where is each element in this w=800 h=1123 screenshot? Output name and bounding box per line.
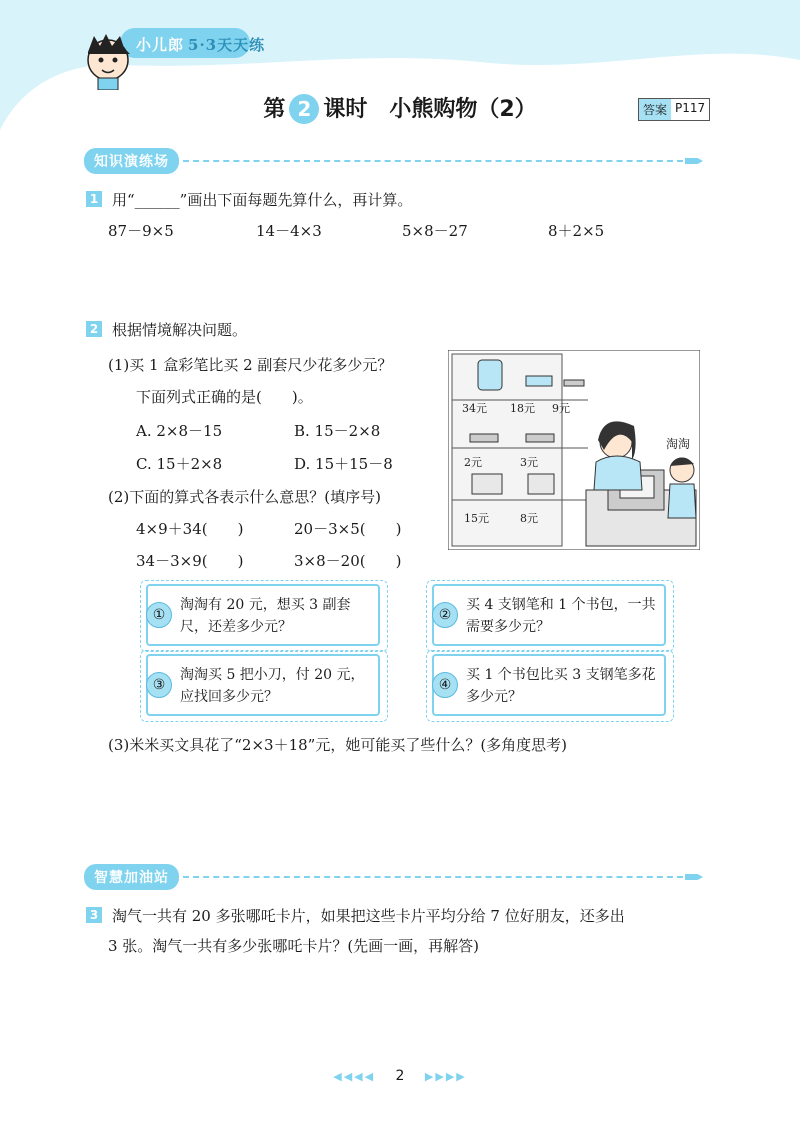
question-text-line2: 3 张。淘气一共有多少张哪吒卡片？(先画一画，再解答) [108,937,480,955]
option-box-3 [146,654,380,716]
answer-page: P117 [675,101,706,115]
expression-1: 87－9×5 [108,222,174,240]
series-name: 5·3天天练 [188,36,266,54]
section-banner-practice [84,148,703,174]
expression-3: 5×8－27 [402,222,468,240]
section-label: 智慧加油站 [84,864,179,890]
box-number: ① [146,602,172,628]
part2-expression-a: 4×9＋34( ) [136,520,244,538]
question-text: 用“______”画出下面每题先算什么，再计算。 [112,191,413,209]
title-suffix: 课时 小熊购物（2） [323,97,537,122]
box-text: 淘淘买 5 把小刀，付 20 元，应找回多少元？ [180,667,365,705]
section-label: 知识演练场 [84,148,179,174]
question-number: 1 [86,191,102,207]
page-number: 2 [395,1068,405,1084]
question-number: 3 [86,907,102,923]
price-label-18: 18元 [510,402,535,415]
box-text: 买 4 支钢笔和 1 个书包，一共需要多少元？ [466,597,656,635]
price-label-3: 3元 [520,456,538,469]
part1-prompt: 下面列式正确的是( )。 [136,388,313,406]
brand-title [136,34,265,55]
section-banner-challenge [84,864,703,890]
box-number: ④ [432,672,458,698]
child-name-label: 淘淘 [666,437,691,451]
price-label-34: 34元 [462,402,487,415]
expression-4: 8＋2×5 [548,222,605,240]
brand-name: 小儿郎 [136,36,185,54]
right-arrows-icon: ▶▶▶▶ [424,1070,467,1083]
box-text: 买 1 个书包比买 3 支钢笔多花多少元？ [466,667,656,705]
box-number: ② [432,602,458,628]
left-arrows-icon: ◀◀◀◀ [333,1070,376,1083]
part1-question: (1)买 1 盒彩笔比买 2 副套尺少花多少元？ [108,356,393,374]
page-footer [0,1068,800,1084]
price-label-15: 15元 [464,512,489,525]
box-number: ③ [146,672,172,698]
price-label-2: 2元 [464,456,482,469]
option-box-2 [432,584,666,646]
part2-expression-c: 34－3×9( ) [136,552,244,570]
dashed-divider [183,160,683,162]
mascot-boy-icon [80,30,136,90]
option-b: B. 15－2×8 [294,422,381,440]
price-label-9: 9元 [552,402,570,415]
option-d: D. 15＋15－8 [294,455,393,473]
option-a: A. 2×8－15 [136,422,223,440]
answer-label: 答案 [639,99,671,120]
price-label-8: 8元 [520,512,538,525]
part3-question: (3)米米买文具花了“2×3＋18”元，她可能买了些什么？(多角度思考) [108,736,568,754]
part2-question: (2)下面的算式各表示什么意思？(填序号) [108,488,381,506]
part2-expression-d: 3×8－20( ) [294,552,402,570]
title-prefix: 第 [263,97,286,122]
answer-reference[interactable] [638,98,710,121]
question-number: 2 [86,321,102,337]
option-c: C. 15＋2×8 [136,455,223,473]
question-text-line1: 淘气一共有 20 多张哪吒卡片，如果把这些卡片平均分给 7 位好朋友，还多出 [112,907,625,925]
shop-scene-illustration [448,350,700,550]
dashed-divider [183,876,683,878]
box-text: 淘淘有 20 元，想买 3 副套尺，还差多少元？ [180,597,351,635]
question-text: 根据情境解决问题。 [112,321,248,339]
part2-expression-b: 20－3×5( ) [294,520,402,538]
pencil-icon [685,874,703,880]
lesson-number-badge: 2 [289,94,319,124]
option-box-1 [146,584,380,646]
option-box-4 [432,654,666,716]
expression-2: 14－4×3 [256,222,322,240]
pencil-icon [685,158,703,164]
